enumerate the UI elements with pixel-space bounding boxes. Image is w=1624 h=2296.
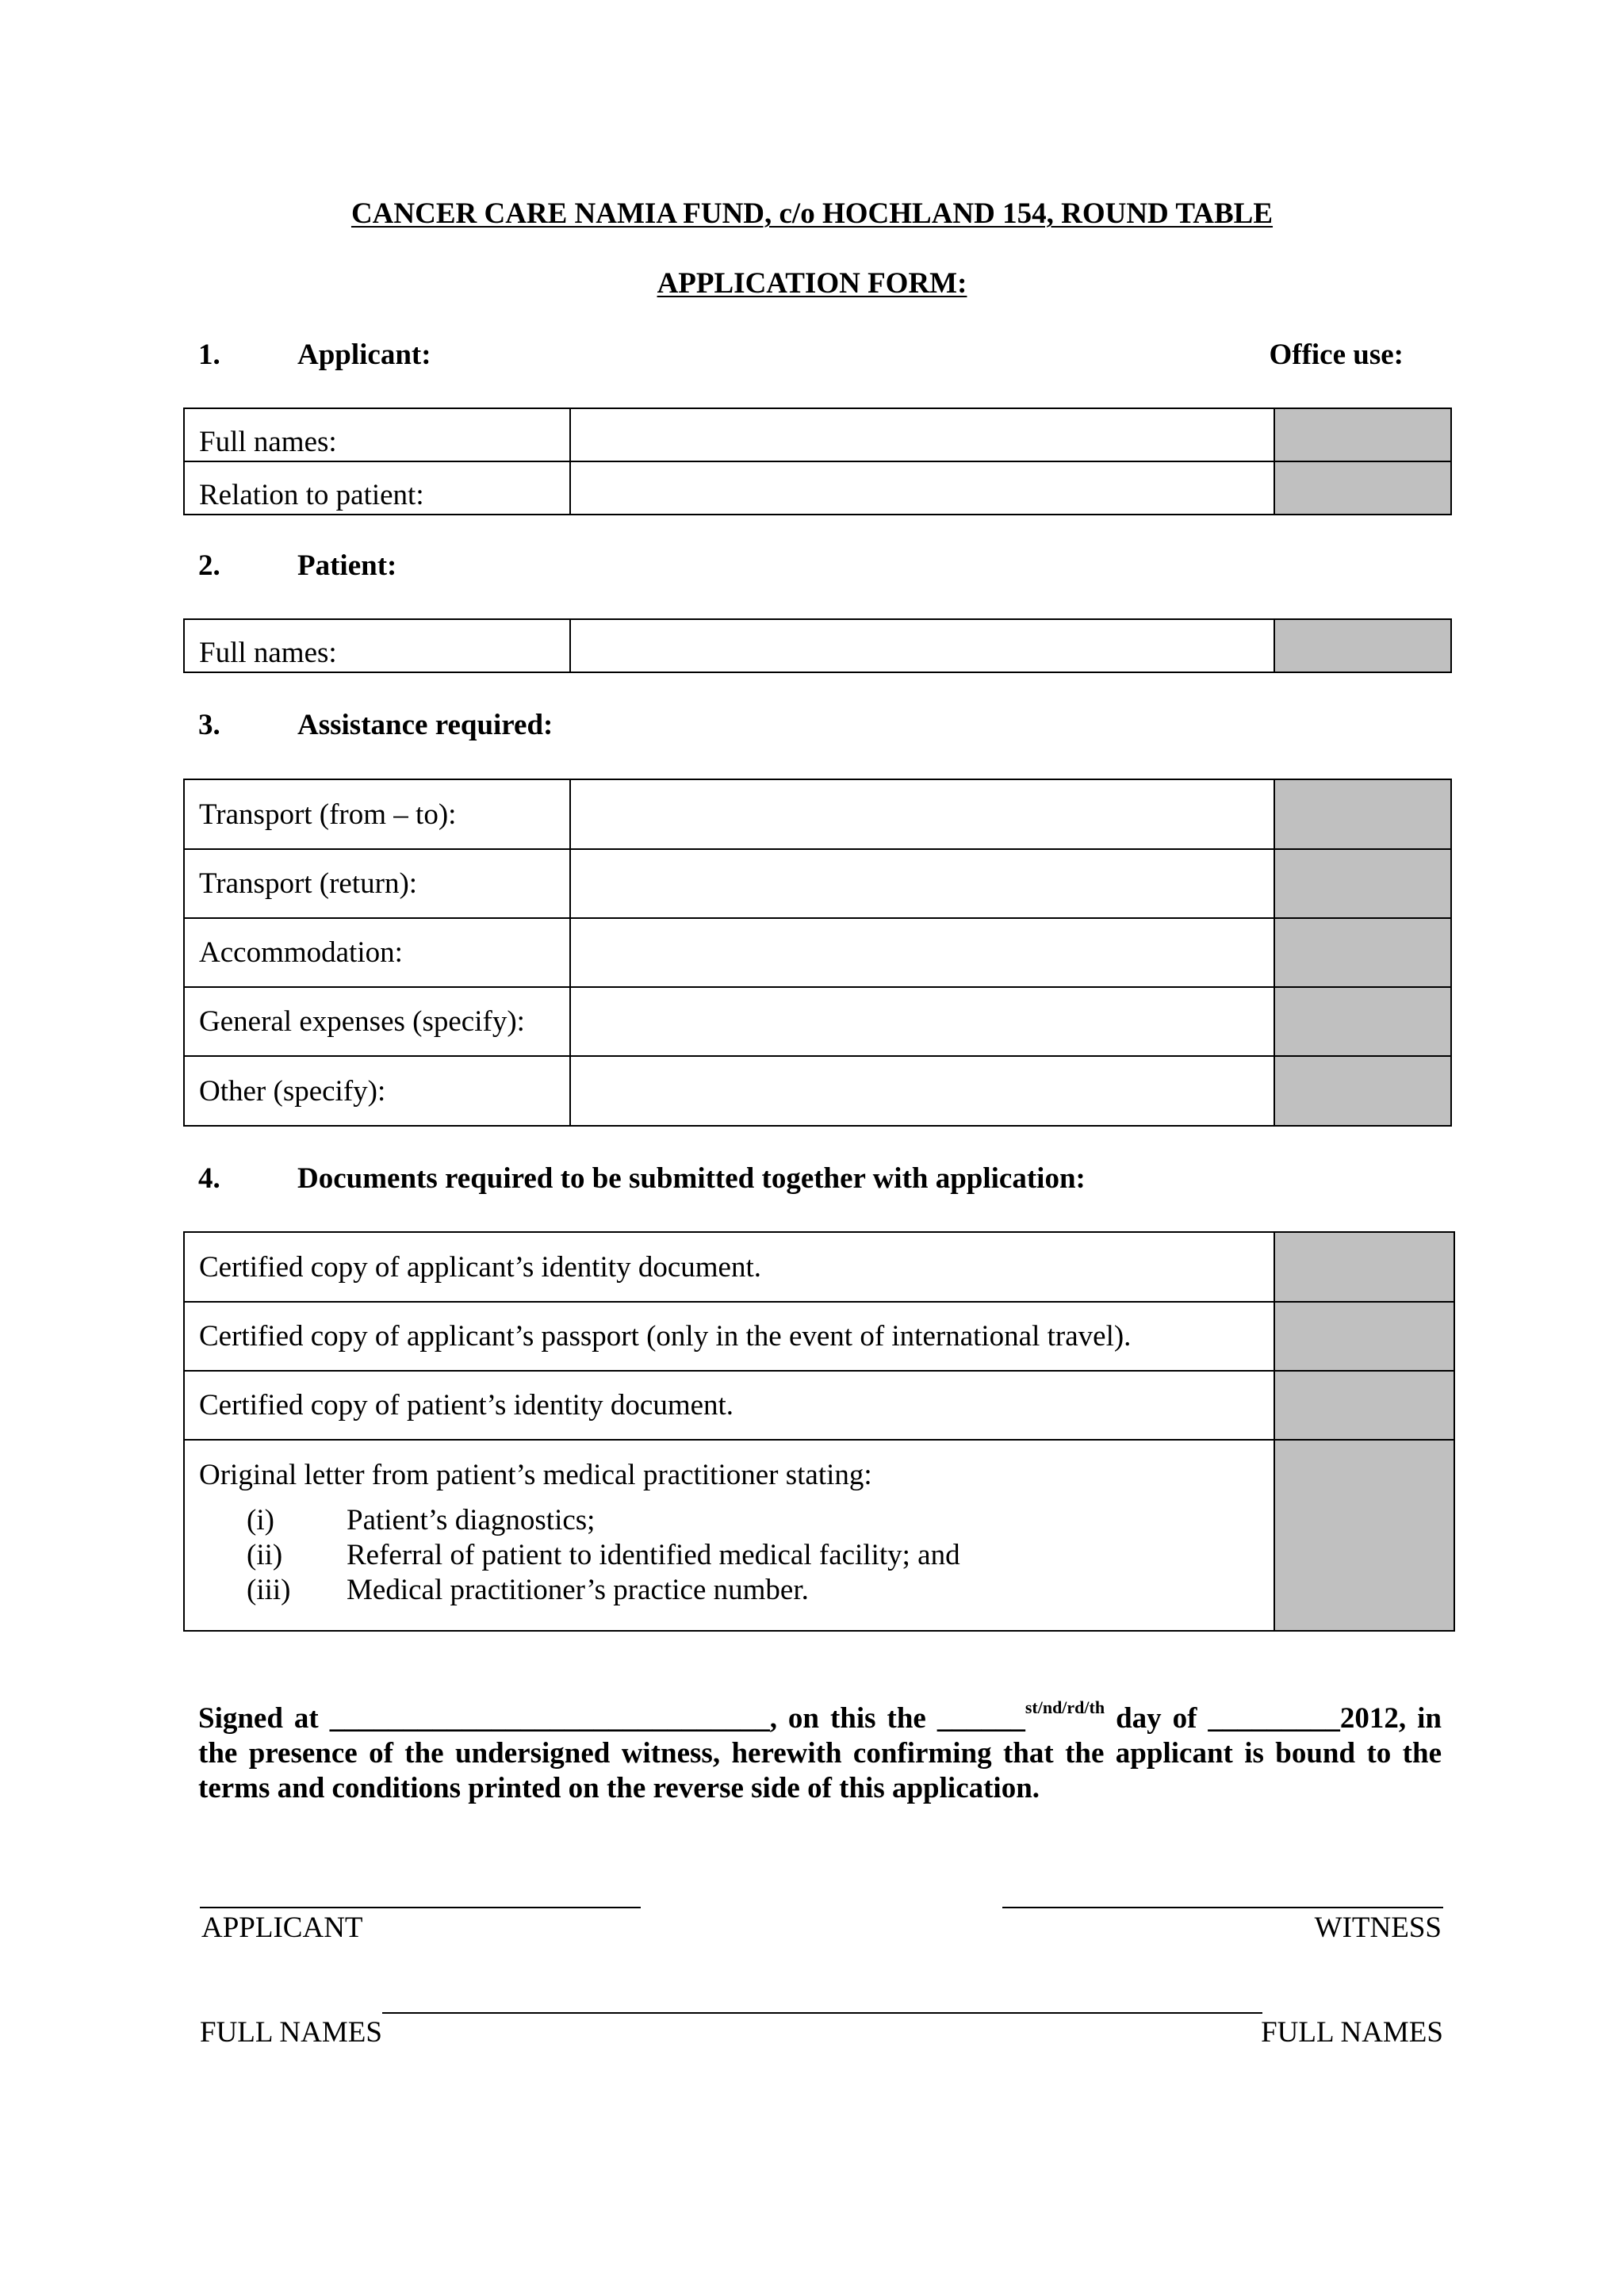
office-use-cell xyxy=(1274,779,1451,849)
full-names-line[interactable] xyxy=(382,2012,1262,2014)
list-item xyxy=(199,1503,1259,1538)
list-item-number: (i) xyxy=(247,1504,274,1536)
doc-medical-letter-cell xyxy=(184,1440,1274,1631)
accommodation-field[interactable] xyxy=(570,918,1275,987)
applicant-full-names-label: FULL NAMES xyxy=(200,2016,382,2049)
applicant-table xyxy=(183,408,1452,515)
section-number: 4. xyxy=(198,1162,220,1195)
table-row xyxy=(184,779,1451,849)
list-item-number: (ii) xyxy=(247,1539,283,1571)
list-item-number: (iii) xyxy=(247,1574,291,1606)
table-row xyxy=(184,987,1451,1056)
office-use-label: Office use: xyxy=(1269,339,1404,371)
table-row xyxy=(184,461,1451,515)
accommodation-label: Accommodation: xyxy=(184,918,570,987)
office-use-cell xyxy=(1274,849,1451,918)
doc-patient-id-label: Certified copy of patient’s identity document. xyxy=(184,1371,1274,1440)
table-row xyxy=(184,619,1451,672)
office-use-cell xyxy=(1274,619,1451,672)
section-number: 2. xyxy=(198,549,220,582)
office-use-checkbox[interactable] xyxy=(1274,1302,1454,1371)
general-expenses-field[interactable] xyxy=(570,987,1275,1056)
list-item-text: Medical practitioner’s practice number. xyxy=(347,1574,809,1606)
office-use-cell xyxy=(1274,987,1451,1056)
assistance-table xyxy=(183,779,1452,1127)
transport-return-label: Transport (return): xyxy=(184,849,570,918)
office-use-cell xyxy=(1274,461,1451,515)
table-row xyxy=(184,1232,1454,1302)
doc-medical-letter-label: Original letter from patient’s medical practitioner stating: xyxy=(199,1459,872,1491)
applicant-relation-field[interactable] xyxy=(570,461,1275,515)
office-use-cell xyxy=(1274,408,1451,461)
list-item-text: Referral of patient to identified medical facility; and xyxy=(347,1539,960,1571)
witness-full-names-label: FULL NAMES xyxy=(1261,2016,1443,2049)
ordinal-suffix: st/nd/rd/th xyxy=(1025,1697,1105,1717)
table-row xyxy=(184,1056,1451,1126)
list-item xyxy=(199,1573,1259,1608)
witness-signature-line[interactable] xyxy=(1002,1907,1443,1908)
section-title: Documents required to be submitted together with application: xyxy=(297,1162,1086,1195)
section-title: Applicant: xyxy=(297,339,431,371)
applicant-full-names-label: Full names: xyxy=(184,408,570,461)
doc-applicant-id-label: Certified copy of applicant’s identity document. xyxy=(184,1232,1274,1302)
documents-table xyxy=(183,1231,1455,1632)
table-row xyxy=(184,1440,1454,1631)
table-row xyxy=(184,918,1451,987)
office-use-checkbox[interactable] xyxy=(1274,1440,1454,1631)
patient-full-names-label: Full names: xyxy=(184,619,570,672)
section-documents-heading xyxy=(0,1161,1624,1197)
applicant-relation-label: Relation to patient: xyxy=(184,461,570,515)
declaration-part2: day of _________2012, in the presence of the undersigned witness, herewith confirming that the applicant is bound to the terms and conditions printed on the reverse side of this application. xyxy=(198,1702,1442,1804)
section-assistance-heading xyxy=(0,708,1624,744)
section-patient-heading xyxy=(0,549,1624,584)
transport-return-field[interactable] xyxy=(570,849,1275,918)
section-title: Assistance required: xyxy=(297,709,553,741)
office-use-cell xyxy=(1274,918,1451,987)
section-number: 1. xyxy=(198,339,220,371)
table-row xyxy=(184,1371,1454,1440)
table-row xyxy=(184,849,1451,918)
other-field[interactable] xyxy=(570,1056,1275,1126)
witness-signature-label: WITNESS xyxy=(1314,1911,1442,1944)
form-subtitle: APPLICATION FORM: xyxy=(657,267,967,300)
office-use-cell xyxy=(1274,1056,1451,1126)
table-row xyxy=(184,1302,1454,1371)
doc-applicant-passport-label: Certified copy of applicant’s passport (only in the event of international travel). xyxy=(184,1302,1274,1371)
patient-table xyxy=(183,618,1452,673)
declaration-text xyxy=(198,1697,1442,1806)
section-title: Patient: xyxy=(297,549,397,582)
form-title: CANCER CARE NAMIA FUND, c/o HOCHLAND 154, ROUND TABLE xyxy=(350,197,1274,230)
applicant-signature-label: APPLICANT xyxy=(201,1911,363,1944)
list-item-text: Patient’s diagnostics; xyxy=(347,1504,596,1536)
other-label: Other (specify): xyxy=(184,1056,570,1126)
table-row xyxy=(184,408,1451,461)
declaration-part1: Signed at ______________________________, on this the ______ xyxy=(198,1702,1025,1735)
medical-letter-sublist xyxy=(199,1503,1259,1608)
applicant-signature-line[interactable] xyxy=(200,1907,641,1908)
office-use-checkbox[interactable] xyxy=(1274,1232,1454,1302)
office-use-checkbox[interactable] xyxy=(1274,1371,1454,1440)
general-expenses-label: General expenses (specify): xyxy=(184,987,570,1056)
section-number: 3. xyxy=(198,709,220,741)
transport-from-to-field[interactable] xyxy=(570,779,1275,849)
patient-full-names-field[interactable] xyxy=(570,619,1275,672)
transport-from-to-label: Transport (from – to): xyxy=(184,779,570,849)
applicant-full-names-field[interactable] xyxy=(570,408,1275,461)
list-item xyxy=(199,1538,1259,1573)
